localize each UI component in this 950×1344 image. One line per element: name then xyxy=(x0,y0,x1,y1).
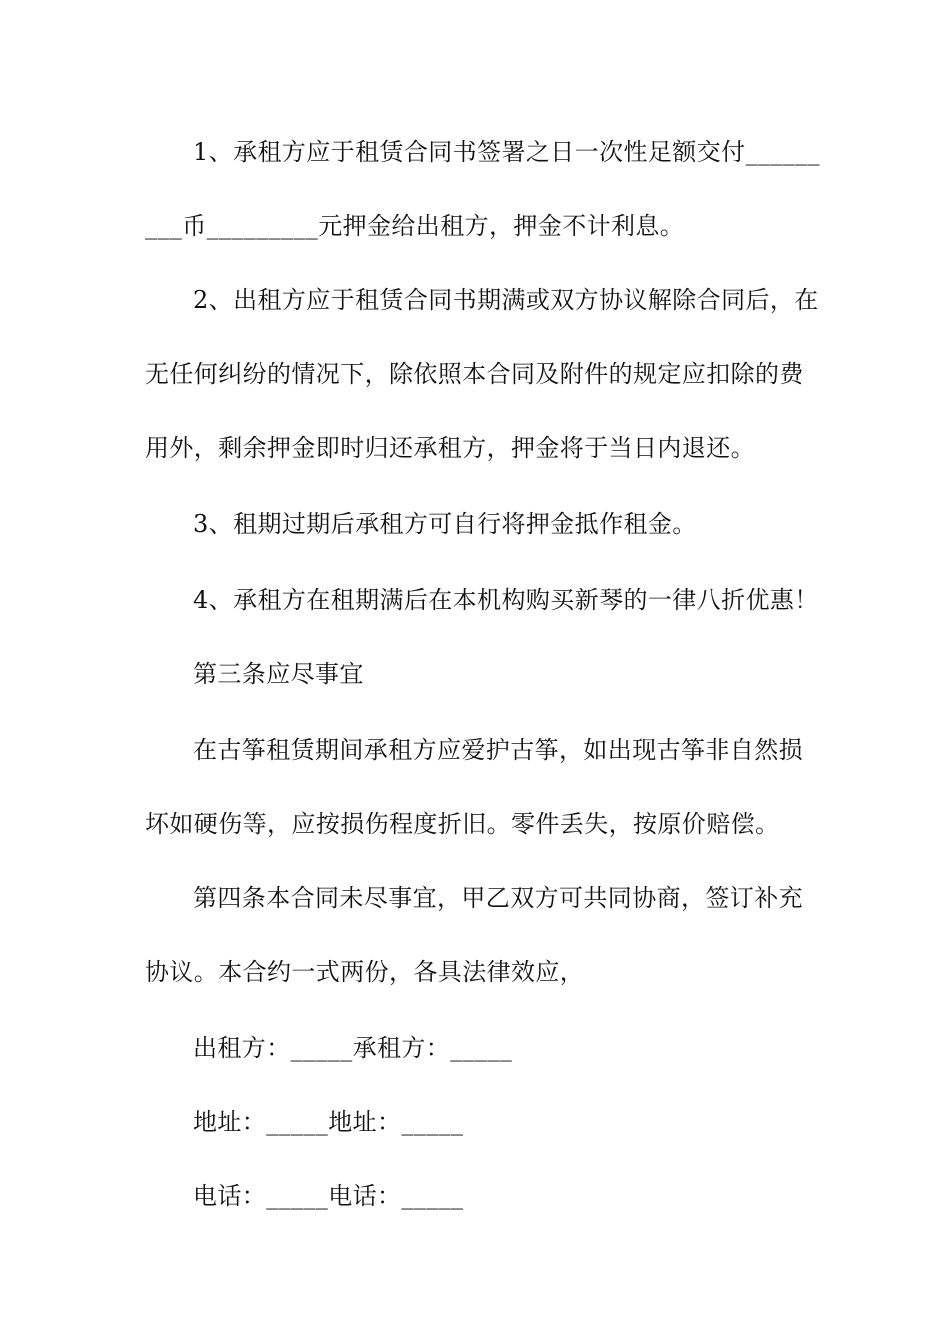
clause-1-line-1: 1、承租方应于租赁合同书签署之日一次性足额交付______ xyxy=(193,138,820,166)
signature-phone-line: 电话：_____电话：_____ xyxy=(193,1182,464,1210)
article-3-line-1: 在古筝租赁期间承租方应爱护古筝，如出现古筝非自然损 xyxy=(193,736,803,764)
clause-3-line: 3、租期过期后承租方可自行将押金抵作租金。 xyxy=(193,510,697,538)
signature-address-line: 地址：_____地址：_____ xyxy=(193,1108,464,1136)
clause-2-line-2: 无任何纠纷的情况下，除依照本合同及附件的规定应扣除的费 xyxy=(145,360,804,388)
clause-4-line: 4、承租方在租期满后在本机构购买新琴的一律八折优惠！ xyxy=(193,586,819,614)
article-3-heading: 第三条应尽事宜 xyxy=(193,660,364,688)
clause-1-line-2: ___币_________元押金给出租方，押金不计利息。 xyxy=(145,212,685,240)
signature-parties-line: 出租方：_____承租方：_____ xyxy=(193,1034,513,1062)
article-3-line-2: 坏如硬伤等，应按损伤程度折旧。零件丢失，按原价赔偿。 xyxy=(145,810,780,838)
article-4-line-1: 第四条本合同未尽事宜，甲乙双方可共同协商，签订补充 xyxy=(193,884,803,912)
clause-2-line-1: 2、出租方应于租赁合同书期满或双方协议解除合同后，在 xyxy=(193,286,819,314)
clause-2-line-3: 用外，剩余押金即时归还承租方，押金将于当日内退还。 xyxy=(145,434,755,462)
article-4-line-2: 协议。本合约一式两份，各具法律效应， xyxy=(145,958,585,986)
